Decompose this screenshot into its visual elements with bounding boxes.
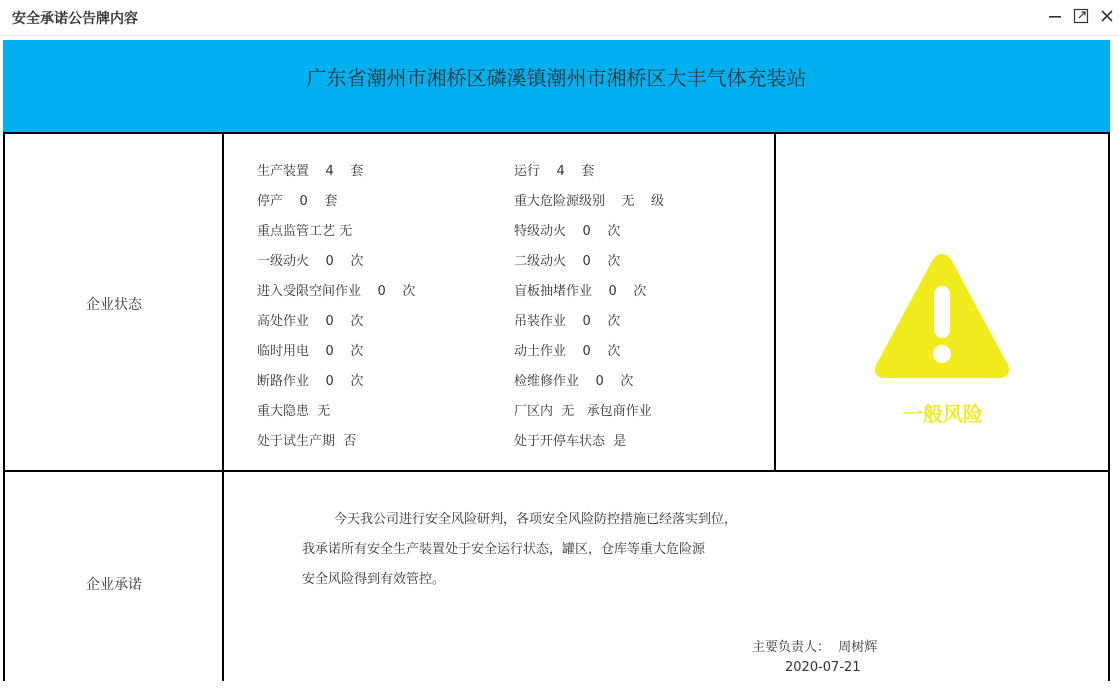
- status-item: 高处作业 0 次: [257, 314, 364, 329]
- status-item: 吊装作业 0 次: [514, 314, 621, 329]
- promise-line: 我承诺所有安全生产装置处于安全运行状态，罐区，仓库等重大危险源: [302, 542, 706, 557]
- responsible-person: 主要负责人： 周树辉: [752, 640, 878, 655]
- status-item: 二级动火 0 次: [514, 254, 621, 269]
- status-item: 断路作业 0 次: [257, 374, 364, 389]
- minimize-icon[interactable]: [1046, 7, 1064, 25]
- risk-column-divider: [774, 132, 776, 472]
- status-item: 检维修作业 0 次: [514, 374, 634, 389]
- table-left-border: [3, 132, 5, 681]
- promise-date: 2020-07-21: [785, 660, 861, 675]
- status-item: 生产装置 4 套: [257, 164, 364, 179]
- status-item: 运行 4 套: [514, 164, 595, 179]
- status-item: 特级动火 0 次: [514, 224, 621, 239]
- row-divider: [3, 470, 1110, 472]
- close-icon[interactable]: [1098, 7, 1116, 25]
- promise-line: 今天我公司进行安全风险研判，各项安全风险防控措施已经落实到位，: [334, 512, 738, 527]
- label-column-divider: [222, 132, 224, 681]
- risk-level-label: 一般风险: [903, 402, 983, 426]
- status-item: 一级动火 0 次: [257, 254, 364, 269]
- status-item: 重点监管工艺 无: [257, 224, 353, 239]
- company-banner: [3, 40, 1110, 132]
- status-item: 盲板抽堵作业 0 次: [514, 284, 647, 299]
- company-name: 广东省潮州市湘桥区磷溪镇潮州市湘桥区大丰气体充装站: [306, 66, 807, 90]
- table-right-border: [1108, 132, 1110, 681]
- promise-line: 安全风险得到有效管控。: [302, 572, 446, 587]
- maximize-icon[interactable]: [1072, 7, 1090, 25]
- status-item: 动土作业 0 次: [514, 344, 621, 359]
- promise-section-label: 企业承诺: [86, 577, 142, 593]
- window-title: 安全承诺公告牌内容: [12, 11, 138, 27]
- window-titlebar: [0, 0, 1119, 36]
- status-item: 处于开停车状态 是: [514, 434, 627, 449]
- status-section-label: 企业状态: [86, 297, 142, 313]
- status-item: 临时用电 0 次: [257, 344, 364, 359]
- status-item: 重大隐患 无: [257, 404, 331, 419]
- status-item: 处于试生产期 否: [257, 434, 357, 449]
- status-item: 厂区内 无 承包商作业: [514, 404, 652, 419]
- status-item: 进入受限空间作业 0 次: [257, 284, 416, 299]
- warning-triangle-icon: [870, 248, 1014, 384]
- status-item: 停产 0 套: [257, 194, 338, 209]
- status-item: 重大危险源级别 无 级: [514, 194, 665, 209]
